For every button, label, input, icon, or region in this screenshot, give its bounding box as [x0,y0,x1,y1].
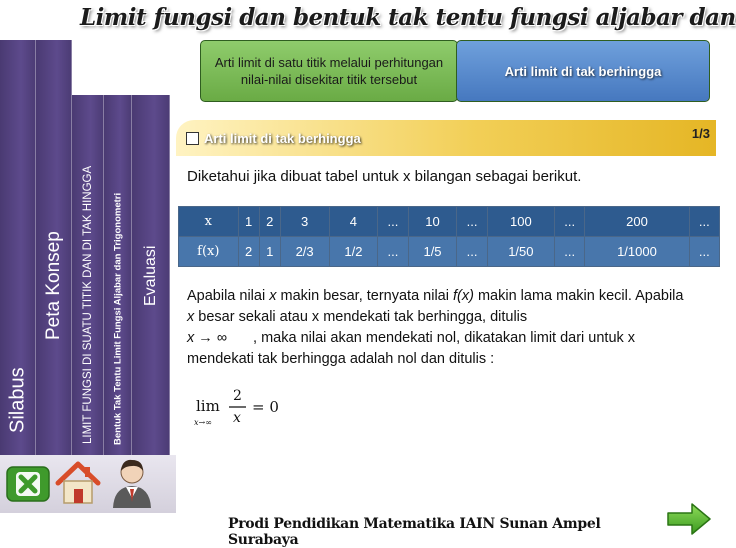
table-cell: 1/1000 [585,237,689,267]
tab-bentuk-tak-tentu-label: Bentuk Tak Tentu Limit Fungsi Aljabar dan Trigonometri [112,192,123,445]
table-cell: ... [689,237,719,267]
table-cell: 1/5 [408,237,457,267]
paragraph-text: makin lama makin kecil. Apabila [473,288,684,304]
next-arrow-icon[interactable] [666,502,712,536]
table-row-x [179,207,720,237]
user-icon[interactable] [108,457,156,509]
table-cell: 2/3 [280,237,329,267]
math-var: x [187,309,195,325]
paragraph-text: Apabila nilai [187,288,270,304]
table-cell: 2 [238,237,259,267]
footer-institution: Prodi Pendidikan Matematika IAIN Sunan Ampel Surabaya [228,516,601,548]
explanation-paragraph [187,286,687,370]
math-var: f(x) [453,288,474,304]
table-cell: ... [555,207,585,237]
table-cell: ... [555,237,585,267]
math-var: x [269,288,277,304]
table-cell: 10 [408,207,457,237]
tab-evaluasi[interactable] [132,95,170,462]
tab-limit-fungsi-label: LIMIT FUNGSI DI SUATU TITIK DAN DI TAK HINGGA [81,165,94,444]
table-cell: 3 [280,207,329,237]
table-cell: 100 [487,207,554,237]
table-row-fx [179,237,720,267]
table-cell: 1/50 [487,237,554,267]
table-cell: 4 [329,207,378,237]
page-title: Limit fungsi dan bentuk tak tentu fungsi aljabar dan [80,4,736,31]
table-cell: 1/2 [329,237,378,267]
table-cell: ... [378,207,408,237]
tab-evaluasi-label: Evaluasi [141,245,159,306]
table-cell: 1 [259,237,280,267]
tab-limit-fungsi[interactable] [72,95,104,462]
section-title: Arti limit di tak berhingga [204,130,361,146]
formula-numerator: 2 [233,388,242,404]
formula-subscript: x→∞ [194,418,212,427]
formula-denominator: x [233,410,241,426]
value-table [178,206,720,267]
table-header-fx: f(x) [179,237,239,267]
table-cell: 200 [585,207,689,237]
infinity-symbol: ∞ [216,330,228,346]
tab-limit-tak-berhingga[interactable] [456,40,710,102]
table-header-x: x [179,207,239,237]
tab-bentuk-tak-tentu[interactable] [104,95,132,462]
table-cell: ... [457,237,487,267]
close-icon[interactable] [6,466,50,502]
table-cell: 1 [238,207,259,237]
tab-silabus[interactable] [0,40,36,462]
paragraph-text: besar sekali atau x mendekati tak berhingga, ditulis [194,309,528,325]
page-indicator: 1/3 [691,126,710,141]
tab-peta-konsep-label: Peta Konsep [42,231,64,340]
limit-formula [192,386,292,430]
table-cell: ... [378,237,408,267]
table-cell: ... [689,207,719,237]
tab-peta-konsep[interactable] [36,40,72,462]
home-icon[interactable] [54,459,102,507]
math-var: x [187,330,195,346]
checkbox-bullet-icon [186,132,199,145]
paragraph-text: makin besar, ternyata nilai [276,288,453,304]
formula-result: = 0 [252,398,279,416]
tab-limit-satu-titik[interactable] [200,40,458,102]
table-cell: ... [457,207,487,237]
tab-limit-satu-titik-label: Arti limit di satu titik melalui perhitungan nilai-nilai disekitar titik tersebut [214,55,444,87]
table-cell: 2 [259,207,280,237]
tab-silabus-label: Silabus [6,367,28,433]
right-arrow-icon: → [198,330,213,346]
section-header [176,120,716,156]
formula-lim: lim [196,397,220,415]
intro-text: Diketahui jika dibuat tabel untuk x bilangan sebagai berikut. [187,168,582,185]
tab-limit-tak-berhingga-label: Arti limit di tak berhingga [504,63,662,79]
x-to-infinity-expression [187,328,249,349]
paragraph-text: , maka nilai akan mendekati nol, dikatakan limit dari untuk x mendekati tak berhingga adalah nol dan ditulis : [187,330,636,367]
